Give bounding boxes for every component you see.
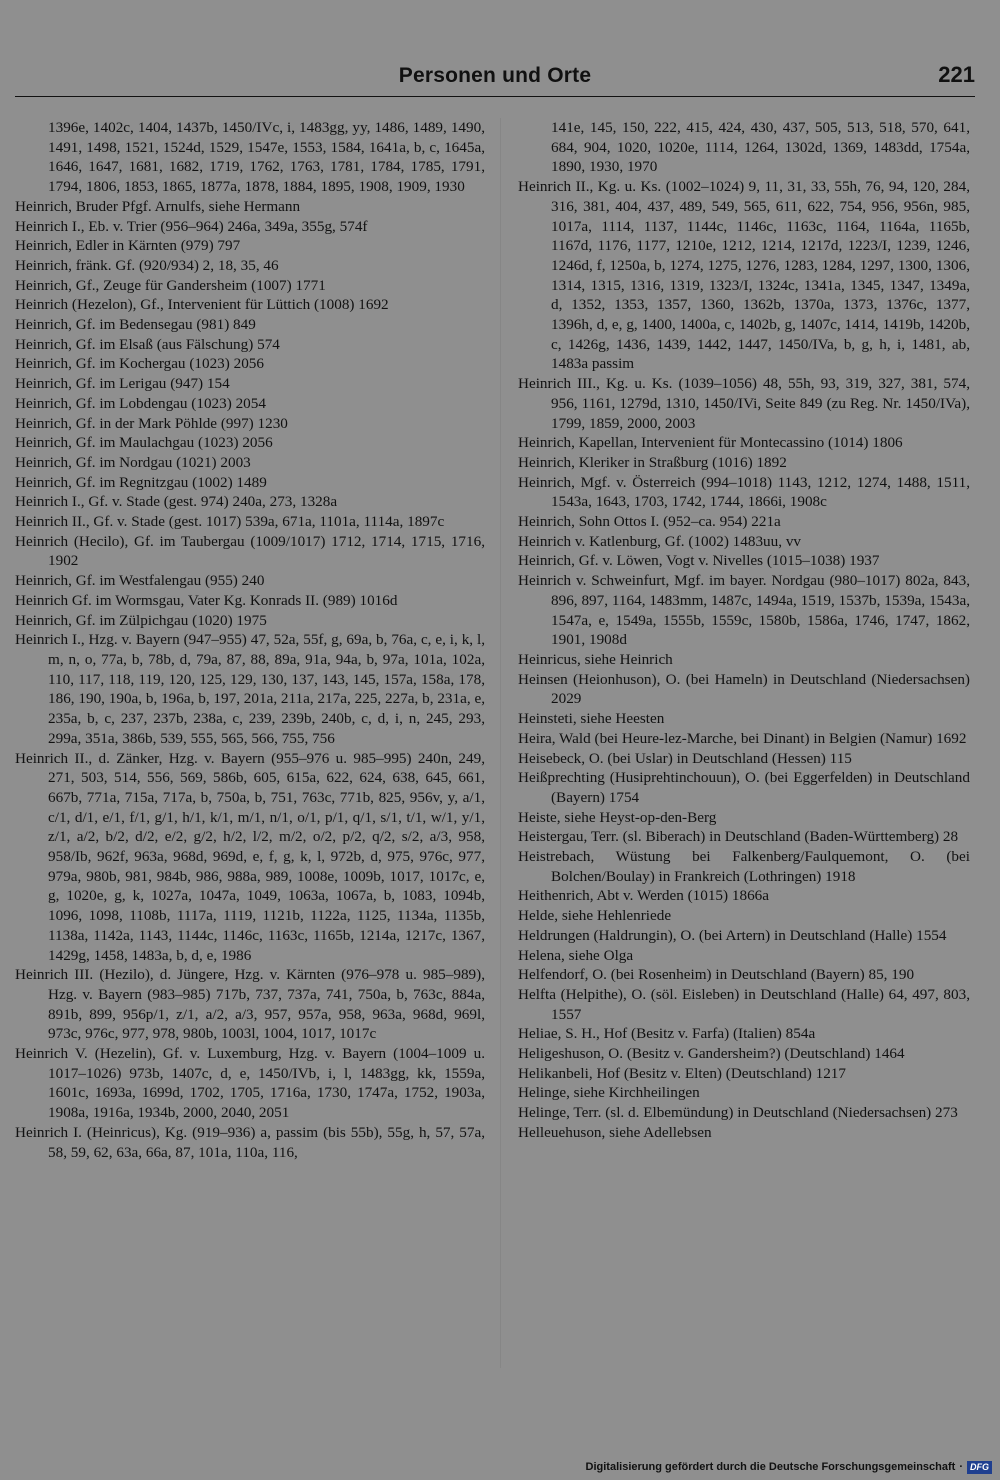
index-entry: Heinrich II., Kg. u. Ks. (1002–1024) 9, 11, 31, 33, 55h, 76, 94, 120, 284, 316, 381, 404, 437, 489, 549, 565, 611, 622, 754, 956, 956n, 985, 1017a, 1114, 1137, 1144c, 1146c, 1163c, 1164, 1164a, 1165b, 1167d, 1176, 1177, 1210e, 1212, 1214, 1217d, 1223/I, 1239, 1246, 1246d, f, 1250a, b, 1274, 1275, 1276, 1283, 1284, 1297, 1300, 1306, 1314, 1315, 1316, 1319, 1323/I, 1324c, 1341a, 1345, 1347, 1349a, d, 1352, 1353, 1357, 1360, 1362b, 1370a, 1373, 1376c, 1377, 1396h, d, e, g, 1400, 1400a, c, 1402b, g, 1407c, 1414, 1419b, 1420b, c, 1426g, 1436, 1439, 1442, 1447, 1450/IVa, b, g, h, i, 1481, ab, 1483a passim bbox=[518, 178, 970, 373]
index-entry: Heinrich I. (Heinricus), Kg. (919–936) a, passim (bis 55b), 55g, h, 57, 57a, 58, 59, 62, 63a, 66a, 87, 101a, 110a, 116, bbox=[15, 1123, 485, 1161]
page-title: Personen und Orte bbox=[398, 64, 592, 87]
left-column bbox=[15, 118, 485, 1162]
index-entry: Heinrich, Mgf. v. Österreich (994–1018) 1143, 1212, 1274, 1488, 1511, 1543a, 1643, 1703, 1742, 1744, 1866i, 1908c bbox=[518, 473, 970, 511]
index-entry: Heinrich, Gf. im Elsaß (aus Fälschung) 574 bbox=[15, 335, 280, 353]
index-entry-continuation: 1396e, 1402c, 1404, 1437b, 1450/IVc, i, 1483gg, yy, 1486, 1489, 1490, 1491, 1498, 1521, 1524d, 1529, 1547e, 1553, 1584, 1641a, b, c, 1645a, 1646, 1647, 1681, 1682, 1719, 1762, 1763, 1781, 1784, 1785, 1791, 1794, 1806, 1853, 1865, 1877a, 1878, 1884, 1895, 1908, 1909, 1930 bbox=[48, 119, 485, 196]
page-header bbox=[15, 60, 975, 96]
index-entry: Heligeshuson, O. (Besitz v. Gandersheim?) (Deutschland) 1464 bbox=[518, 1045, 905, 1063]
index-entry: Heinrich, Bruder Pfgf. Arnulfs, siehe Hermann bbox=[15, 197, 301, 215]
index-entry: Helinge, Terr. (sl. d. Elbemündung) in Deutschland (Niedersachsen) 273 bbox=[518, 1104, 958, 1122]
index-entry: Heinrich III., Kg. u. Ks. (1039–1056) 48, 55h, 93, 319, 327, 381, 574, 956, 1161, 1279d, 1310, 1450/IVi, Seite 849 (zu Reg. Nr. 1450/IVa), 1799, 1859, 2000, 2003 bbox=[518, 375, 970, 432]
index-entry: Heinrich, Kapellan, Intervenient für Montecassino (1014) 1806 bbox=[518, 434, 903, 452]
index-entry: Heinrich, Gf. im Regnitzgau (1002) 1489 bbox=[15, 473, 267, 491]
column-divider bbox=[500, 118, 501, 1368]
index-entry-continuation: 141e, 145, 150, 222, 415, 424, 430, 437, 505, 513, 518, 570, 641, 684, 904, 1020, 1020e, 1114, 1264, 1302d, 1369, 1483dd, 1754a, 1890, 1930, 1970 bbox=[551, 119, 970, 176]
index-entry: Heinrich III. (Hezilo), d. Jüngere, Hzg. v. Kärnten (976–978 u. 985–989), Hzg. v. Bayern (983–985) 717b, 737, 737a, 741, 750a, b, 763c, 884a, 891b, 899, 956p/1, z/1, a/2, a/3, 957, 957a, 958, 963a, 968d, 969l, 973c, 976c, 977, 978, 980b, 1003l, 1004, 1017, 1017c bbox=[15, 966, 485, 1043]
right-column bbox=[518, 118, 970, 1143]
index-entry: Heinrich, Sohn Ottos I. (952–ca. 954) 221a bbox=[518, 513, 781, 531]
header-rule bbox=[15, 96, 975, 97]
page-number: 221 bbox=[938, 62, 975, 87]
index-entry: Heinrich (Hezelon), Gf., Intervenient für Lüttich (1008) 1692 bbox=[15, 296, 389, 314]
index-entry: Heira, Wald (bei Heure-lez-Marche, bei Dinant) in Belgien (Namur) 1692 bbox=[518, 729, 967, 747]
index-entry: Helfta (Helpithe), O. (söl. Eisleben) in Deutschland (Halle) 64, 497, 803, 1557 bbox=[518, 985, 970, 1023]
index-entry: Heiste, siehe Heyst-op-den-Berg bbox=[518, 808, 717, 826]
index-entry: Heinrich II., d. Zänker, Hzg. v. Bayern (955–976 u. 985–995) 240n, 249, 271, 503, 514, 556, 569, 586b, 605, 615a, 622, 624, 638, 645, 661, 667b, 771a, 715a, 717a, b, 750a, b, 751, 763c, 771b, 825, 956v, y, a/1, c/1, d/1, e/1, f/1, g/1, h/1, k/1, m/1, n/1, o/1, p/1, q/1, s/1, t/1, w/1, y/1, z/1, a/2, b/2, d/2, e/2, g/2, h/2, l/2, m/2, o/2, p/2, q/2, s/2, a/3, 958, 958/Ib, 962f, 963a, 968d, 969d, e, f, g, k, l, 972b, d, 975, 976c, 977, 979a, 980b, 981, 984b, 986, 988a, 989, 1008e, 1009b, 1017, 1017c, e, g, 1020e, g, k, 1027a, 1047a, 1049, 1063a, 1067a, b, 1083, 1094b, 1096, 1098, 1108b, 1117a, 1119, 1121b, 1122a, 1125, 1134a, 1135b, 1138a, 1142a, 1143, 1144c, 1146c, 1163c, 1165b, 1214a, 1217c, 1367, 1429g, 1458, 1483a, b, d, e, 1986 bbox=[15, 749, 485, 964]
index-entry: Heißprechting (Husiprehtinchouun), O. (bei Eggerfelden) in Deutschland (Bayern) 1754 bbox=[518, 769, 970, 806]
index-entry: Heinsteti, siehe Heesten bbox=[518, 710, 665, 728]
index-entry: Heinricus, siehe Heinrich bbox=[518, 650, 673, 668]
index-entry: Heinrich, Gf. im Nordgau (1021) 2003 bbox=[15, 453, 251, 471]
index-entry: Heinrich, Gf. im Maulachgau (1023) 2056 bbox=[15, 434, 273, 452]
index-entry: Heinrich V. (Hezelin), Gf. v. Luxemburg, Hzg. v. Bayern (1004–1009 u. 1017–1026) 973b, 1407c, d, e, 1450/IVb, i, l, 1483gg, kk, 1559a, 1601c, 1693a, 1699d, 1702, 1705, 1716a, 1730, 1747a, 1752, 1903a, 1908a, 1916a, 1934b, 2000, 2040, 2051 bbox=[15, 1045, 485, 1122]
index-entry: Heinrich I., Hzg. v. Bayern (947–955) 47, 52a, 55f, g, 69a, b, 76a, c, e, i, k, l, m, n, o, 77a, b, 78b, d, 79a, 87, 88, 89a, 91a, 94a, b, 97a, 101a, 102a, 110, 117, 118, 119, 120, 125, 129, 130, 137, 143, 145, 157a, 158a, 178, 186, 190, 190a, b, 196a, b, 197, 201a, 211a, 217a, 225, 227a, b, 231a, e, 235a, b, c, 237, 237b, 238a, c, 239, 239b, 240b, c, d, i, n, 245, 293, 299a, 351a, 386b, 539, 555, 565, 566, 755, 756 bbox=[15, 631, 485, 747]
index-entry: Heinrich I., Gf. v. Stade (gest. 974) 240a, 273, 1328a bbox=[15, 493, 338, 511]
index-entry: Heistrebach, Wüstung bei Falkenberg/Faulquemont, O. (bei Bolchen/Boulay) in Frankreich (Lothringen) 1918 bbox=[518, 848, 970, 885]
index-entry: Heinrich, Edler in Kärnten (979) 797 bbox=[15, 237, 241, 255]
index-entry: Heinrich, Gf. im Kochergau (1023) 2056 bbox=[15, 355, 264, 373]
index-entry: Heistergau, Terr. (sl. Biberach) in Deutschland (Baden-Württemberg) 28 bbox=[518, 828, 959, 846]
footer-separator: · bbox=[959, 1461, 963, 1473]
index-entry: Heisebeck, O. (bei Uslar) in Deutschland (Hessen) 115 bbox=[518, 749, 852, 767]
index-entry: Helikanbeli, Hof (Besitz v. Elten) (Deutschland) 1217 bbox=[518, 1064, 846, 1082]
index-entry: Heinrich, Gf. im Lerigau (947) 154 bbox=[15, 375, 230, 393]
index-entry: Heithenrich, Abt v. Werden (1015) 1866a bbox=[518, 887, 769, 905]
index-entry: Heinsen (Heionhuson), O. (bei Hameln) in Deutschland (Niedersachsen) 2029 bbox=[518, 670, 970, 708]
index-entry: Heinrich, Kleriker in Straßburg (1016) 1892 bbox=[518, 453, 787, 471]
footer bbox=[586, 1460, 992, 1474]
index-entry: Heinrich v. Katlenburg, Gf. (1002) 1483uu, vv bbox=[518, 532, 802, 550]
index-entry: Heinrich, Gf. im Lobdengau (1023) 2054 bbox=[15, 394, 266, 412]
index-entry: Heinrich, Gf. im Bedensegau (981) 849 bbox=[15, 316, 256, 334]
index-entry: Heinrich II., Gf. v. Stade (gest. 1017) 539a, 671a, 1101a, 1114a, 1897c bbox=[15, 513, 445, 531]
index-entry: Helena, siehe Olga bbox=[518, 946, 634, 964]
index-entry: Heldrungen (Haldrungin), O. (bei Artern) in Deutschland (Halle) 1554 bbox=[518, 926, 947, 944]
index-entry: Heinrich Gf. im Wormsgau, Vater Kg. Konrads II. (989) 1016d bbox=[15, 591, 398, 609]
index-entry: Helde, siehe Hehlenriede bbox=[518, 907, 672, 925]
index-entry: Heinrich, fränk. Gf. (920/934) 2, 18, 35, 46 bbox=[15, 256, 279, 274]
index-entry: Heinrich, Gf. in der Mark Pöhlde (997) 1230 bbox=[15, 414, 288, 432]
index-entry: Heinrich, Gf., Zeuge für Gandersheim (1007) 1771 bbox=[15, 276, 326, 294]
index-entry: Helinge, siehe Kirchheilingen bbox=[518, 1084, 700, 1102]
index-entry: Helleuehuson, siehe Adellebsen bbox=[518, 1123, 712, 1141]
index-entry: Heinrich, Gf. im Westfalengau (955) 240 bbox=[15, 572, 265, 590]
index-entry: Heinrich, Gf. im Zülpichgau (1020) 1975 bbox=[15, 611, 267, 629]
dfg-logo: DFG bbox=[967, 1461, 992, 1474]
index-entry: Heinrich, Gf. v. Löwen, Vogt v. Nivelles (1015–1038) 1937 bbox=[518, 552, 880, 570]
index-entry: Heinrich I., Eb. v. Trier (956–964) 246a, 349a, 355g, 574f bbox=[15, 217, 368, 235]
footer-credit: Digitalisierung gefördert durch die Deutsche Forschungsgemeinschaft bbox=[585, 1461, 956, 1473]
index-entry: Heinrich v. Schweinfurt, Mgf. im bayer. Nordgau (980–1017) 802a, 843, 896, 897, 1164, 1483mm, 1487c, 1494a, 1519, 1537b, 1539a, 1543a, 1547a, e, 1549a, 1555b, 1559c, 1580b, 1586a, 1746, 1747, 1862, 1901, 1908d bbox=[518, 572, 970, 649]
index-entry: Helfendorf, O. (bei Rosenheim) in Deutschland (Bayern) 85, 190 bbox=[518, 966, 915, 984]
index-entry: Heliae, S. H., Hof (Besitz v. Farfa) (Italien) 854a bbox=[518, 1025, 816, 1043]
index-entry: Heinrich (Hecilo), Gf. im Taubergau (1009/1017) 1712, 1714, 1715, 1716, 1902 bbox=[15, 532, 485, 570]
